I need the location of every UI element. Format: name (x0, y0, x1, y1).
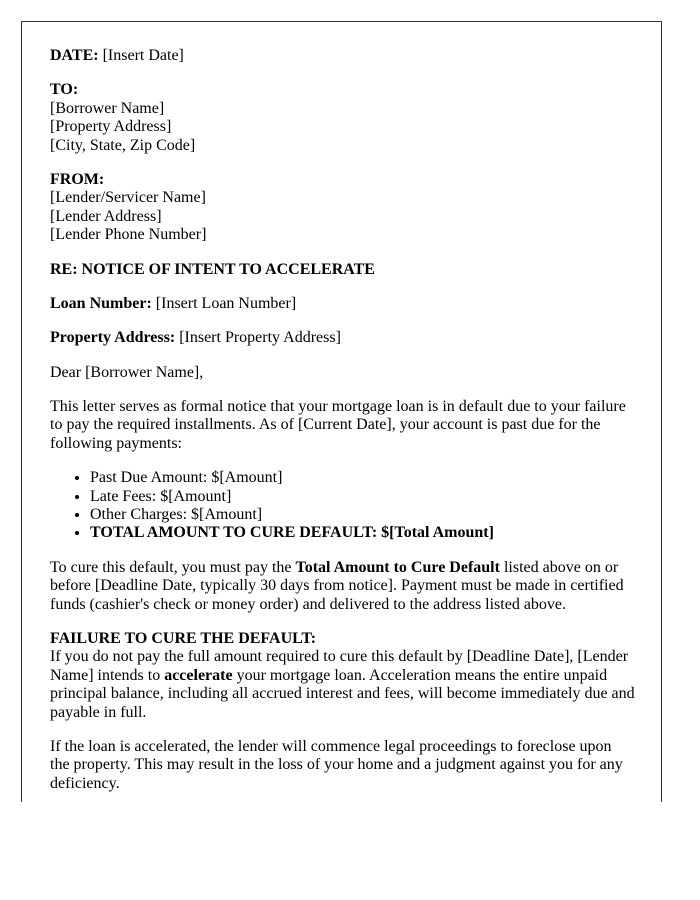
letter-content (22, 22, 661, 793)
loan-number-value: [Insert Loan Number] (155, 294, 297, 312)
failure-section (50, 630, 635, 722)
to-city-state-zip: [City, State, Zip Code] (50, 136, 196, 154)
property-address-line (50, 329, 635, 347)
payment-item-late-fees: • Late Fees: $[Amount] (90, 488, 635, 506)
date-line (50, 47, 635, 65)
payment-list (50, 469, 635, 543)
from-label: FROM: (50, 170, 105, 188)
subject-text: RE: NOTICE OF INTENT TO ACCELERATE (50, 260, 375, 278)
payment-item-total: • TOTAL AMOUNT TO CURE DEFAULT: $[Total Amount] (90, 524, 635, 542)
intro-paragraph: This letter serves as formal notice that your mortgage loan is in default due to your failure to pay the required installments. As of [Current Date], your account is past due for the following payments: (50, 398, 626, 452)
subject-line (50, 261, 635, 279)
payment-item-other-charges: • Other Charges: $[Amount] (90, 506, 635, 524)
closing-paragraph: If the loan is accelerated, the lender will commence legal proceedings to foreclose upon the property. This may result in the loss of your home and a judgment against you for any deficiency. (50, 737, 623, 792)
failure-text-after: your mortgage loan. Acceleration means the entire unpaid principal balance, including all accrued interest and fees, will become immediately due and payable in full. (50, 666, 635, 721)
to-borrower-name: [Borrower Name] (50, 99, 165, 117)
failure-text-bold: accelerate (164, 666, 233, 684)
cure-text-bold: Total Amount to Cure Default (295, 558, 500, 576)
from-lender-address: [Lender Address] (50, 207, 162, 225)
from-lender-name: [Lender/Servicer Name] (50, 189, 206, 207)
to-label: TO: (50, 81, 79, 99)
to-property-address: [Property Address] (50, 118, 172, 136)
date-value: [Insert Date] (102, 47, 184, 64)
cure-text-after: listed above on or before [Deadline Date, typically 30 days from notice]. Payment must be made in certified funds (cashier's check or money order) and delivered to the address listed above. (50, 558, 624, 613)
cure-paragraph (50, 559, 635, 614)
from-block (50, 171, 635, 245)
failure-text-before: If you do not pay the full amount required to cure this default by [Deadline Date], [Lender Name] intends to (50, 648, 629, 684)
payment-item-past-due: • Past Due Amount: $[Amount] (90, 469, 635, 487)
salutation: Dear [Borrower Name], (50, 363, 204, 381)
letter-page (21, 21, 662, 802)
loan-number-line (50, 295, 635, 313)
cure-text-before: To cure this default, you must pay the (50, 558, 296, 576)
to-block (50, 81, 635, 155)
failure-heading: FAILURE TO CURE THE DEFAULT: (50, 629, 317, 647)
date-label: DATE: (50, 47, 99, 64)
property-address-label: Property Address: (50, 329, 176, 347)
loan-number-label: Loan Number: (50, 294, 152, 312)
property-address-value: [Insert Property Address] (179, 329, 341, 347)
from-lender-phone: [Lender Phone Number] (50, 226, 207, 244)
